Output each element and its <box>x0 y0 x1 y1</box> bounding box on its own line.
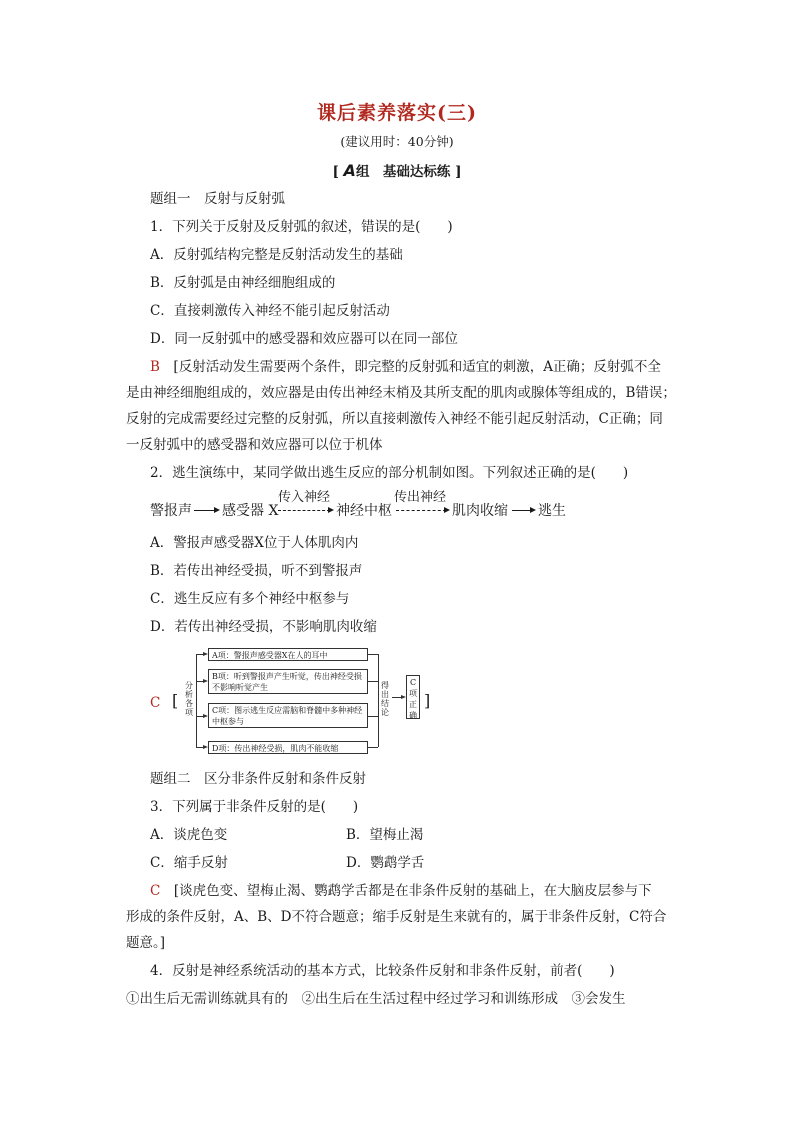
analysis-box-a: A项：警报声感受器X在人的耳中 <box>208 648 368 661</box>
q2-answer: C <box>150 695 161 711</box>
q2-stem: 2．逃生演练中，某同学做出逃生反应的部分机制如图。下列叙述正确的是( ) <box>150 465 629 481</box>
q3-explanation-line-3: 题意。] <box>126 935 166 951</box>
bracket-open: [ <box>332 164 339 180</box>
left-bracket-line <box>196 654 197 747</box>
q3-option-d: D．鹦鹉学舌 <box>346 855 425 871</box>
topic-heading-1: 题组一 反射与反射弧 <box>150 191 285 207</box>
chain-label-afferent: 传入神经 <box>278 490 331 505</box>
group-letter: A <box>343 161 356 180</box>
chain-arrow-2 <box>278 510 330 511</box>
q2-option-d: D．若传出神经受损，不影响肌肉收缩 <box>150 619 377 635</box>
q1-option-c: C．直接刺激传入神经不能引起反射活动 <box>150 303 390 319</box>
q1-stem: 1．下列关于反射及反射弧的叙述，错误的是( ) <box>150 219 453 235</box>
q2-option-c: C．逃生反应有多个神经中枢参与 <box>150 591 350 607</box>
chain-arrowhead-4 <box>530 507 536 513</box>
group-heading <box>0 160 794 180</box>
chain-arrowhead-3 <box>444 507 450 513</box>
chain-node-center: 神经中枢 <box>336 503 392 519</box>
q1-option-a: A．反射弧结构完整是反射活动发生的基础 <box>150 247 403 263</box>
group-label: 组 基础达标练 <box>355 164 451 180</box>
reflex-chain-diagram <box>150 489 610 529</box>
q1-answer: B <box>150 359 160 375</box>
diagram-bracket-close: ] <box>424 691 431 710</box>
chain-arrow-3 <box>396 510 446 511</box>
chain-arrow-4 <box>512 510 532 511</box>
diagram-bracket-open: [ <box>172 691 179 710</box>
q1-option-b: B．反射弧是由神经细胞组成的 <box>150 275 336 291</box>
chain-arrowhead-2 <box>328 507 334 513</box>
q3-explanation-line-2: 形成的条件反射，A、B、D不符合题意；缩手反射是生来就有的，属于非条件反射，C符合 <box>126 909 667 925</box>
q3-option-a: A．谈虎色变 <box>150 827 228 843</box>
chain-node-alarm: 警报声 <box>150 503 192 519</box>
q3-option-b: B．望梅止渴 <box>346 827 424 843</box>
analysis-box-d: D项：传出神经受损，肌肉不能收缩 <box>208 741 368 754</box>
q2-option-b: B．若传出神经受损，听不到警报声 <box>150 563 363 579</box>
q2-option-a: A．警报声感受器X位于人体肌肉内 <box>150 535 359 551</box>
conclusion-box: C 项 正 确 <box>406 675 420 719</box>
q3-option-c: C．缩手反射 <box>150 855 228 871</box>
analyze-options-label: 分 析 各 项 <box>185 681 193 717</box>
chain-label-efferent: 传出神经 <box>394 490 447 505</box>
q1-option-d: D．同一反射弧中的感受器和效应器可以在同一部位 <box>150 331 458 347</box>
q3-answer: C <box>150 883 161 899</box>
right-bracket-line <box>378 654 379 747</box>
chain-node-escape: 逃生 <box>538 503 566 519</box>
chain-node-muscle: 肌肉收缩 <box>452 503 508 519</box>
q3-explanation-line-1: C [谈虎色变、望梅止渴、鹦鹉学舌都是在非条件反射的基础上，在大脑皮层参与下 <box>150 883 652 899</box>
chain-node-receptor: 感受器 X <box>222 503 279 519</box>
q3-stem: 3．下列属于非条件反射的是( ) <box>150 799 359 815</box>
page-subtitle: (建议用时：40分钟) <box>340 134 454 149</box>
analysis-box-c: C项：图示逃生反应需脑和脊髓中多种神经中枢参与 <box>208 703 368 728</box>
q1-explanation-line-3: 反射的完成需要经过完整的反射弧，所以直接刺激传入神经不能引起反射活动，C正确；同 <box>126 411 663 427</box>
analysis-diagram <box>150 645 450 760</box>
chain-arrow-1 <box>194 510 216 511</box>
page-title: 课后素养落实(三) <box>317 102 477 124</box>
analysis-box-b: B项：听到警报声产生听觉，传出神经受损不影响听觉产生 <box>208 669 368 694</box>
q1-explanation-line-2: 是由神经细胞组成的，效应器是由传出神经末梢及其所支配的肌肉或腺体等组成的，B错误； <box>126 385 676 401</box>
bracket-close: ] <box>455 164 462 180</box>
q4-stem: 4．反射是神经系统活动的基本方式，比较条件反射和非条件反射，前者( ) <box>150 963 615 979</box>
conclusion-label: 得 出 结 论 <box>381 681 389 717</box>
topic-heading-2: 题组二 区分非条件反射和条件反射 <box>150 771 366 787</box>
chain-arrowhead-1 <box>214 507 220 513</box>
q4-statements: ①出生后无需训练就具有的 ②出生后在生活过程中经过学习和训练形成 ③会发生 <box>126 991 626 1007</box>
q1-explanation-line-1: B [反射活动发生需要两个条件，即完整的反射弧和适宜的刺激，A正确；反射弧不全 <box>150 359 661 375</box>
q1-explanation-line-4: 一反射弧中的感受器和效应器可以位于机体 <box>126 437 383 453</box>
